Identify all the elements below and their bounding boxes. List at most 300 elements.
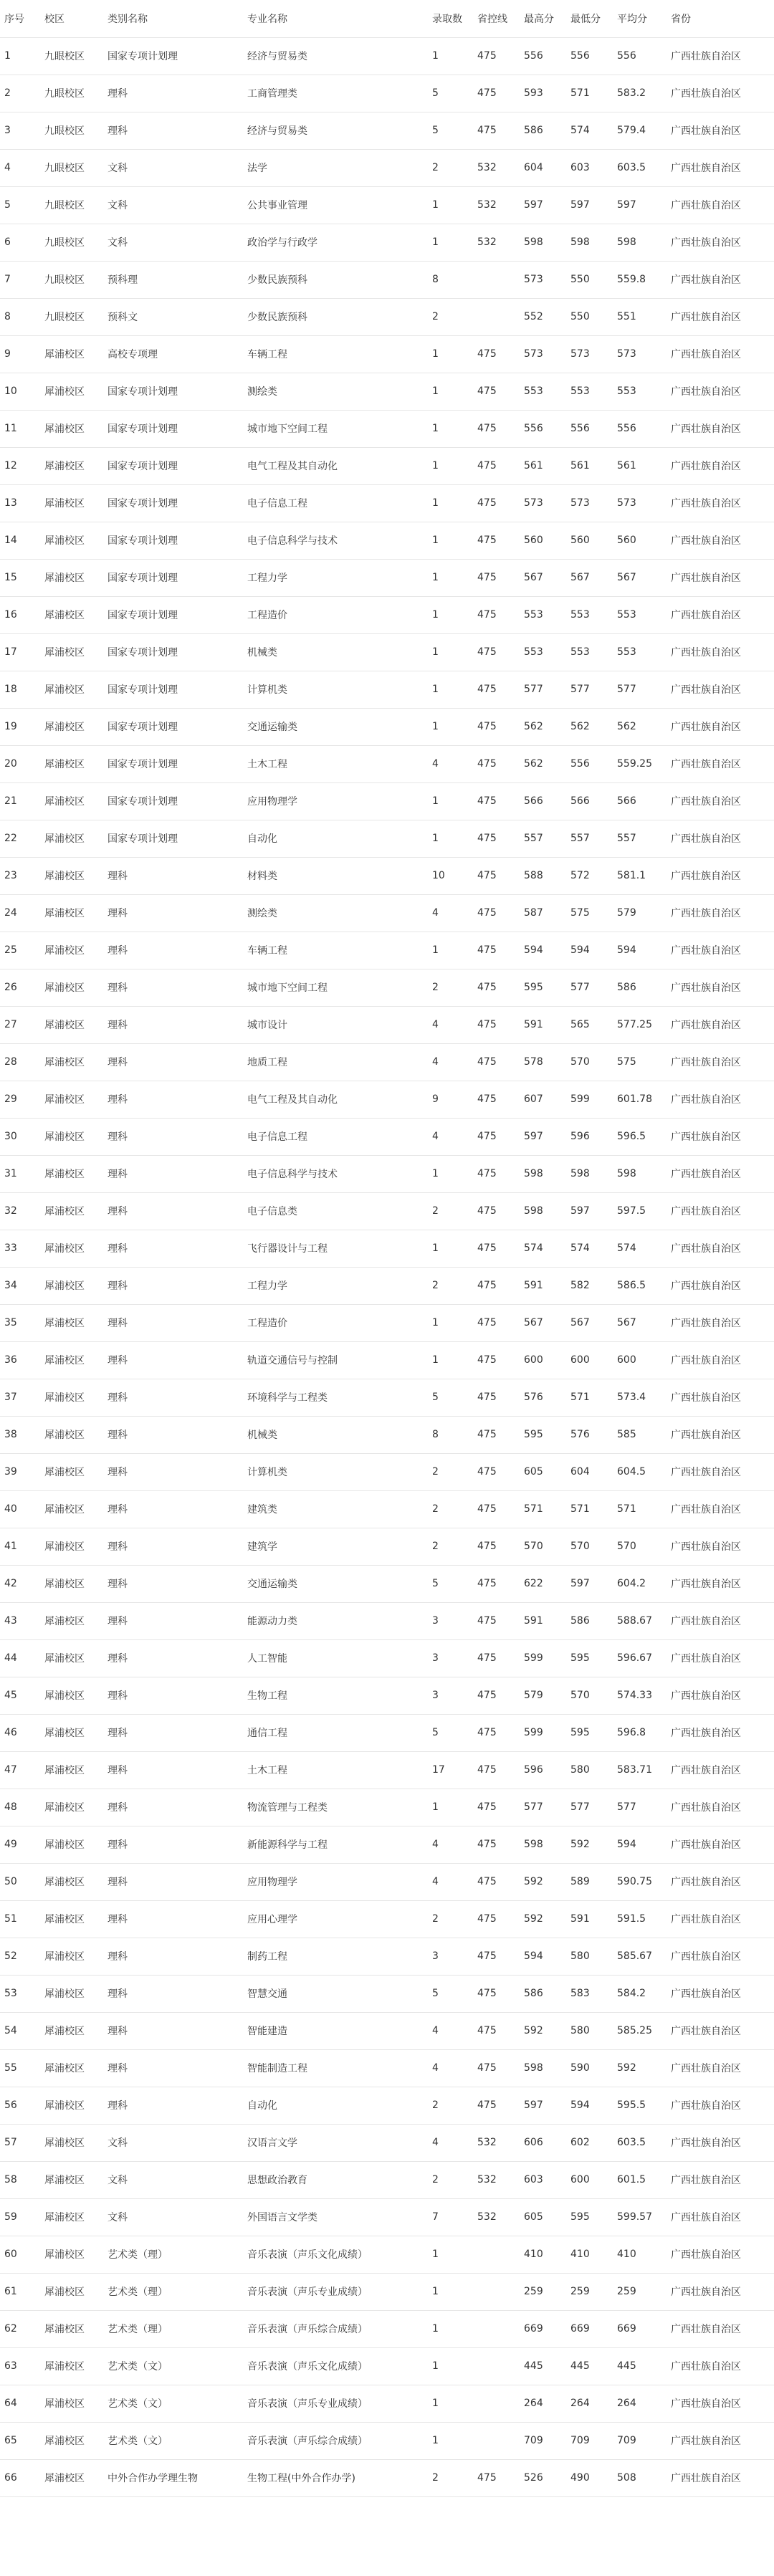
- cell-control-line: 475: [473, 1230, 520, 1267]
- cell-index: 57: [0, 2124, 40, 2161]
- table-row: [0, 1416, 774, 1453]
- cell-category: 文科: [103, 2161, 243, 2198]
- cell-campus: 犀浦校区: [40, 484, 103, 522]
- cell-campus: 犀浦校区: [40, 1267, 103, 1304]
- cell-index: 54: [0, 2012, 40, 2049]
- cell-category: 理科: [103, 1528, 243, 1565]
- table-row: [0, 969, 774, 1006]
- cell-major: 工商管理类: [243, 75, 428, 112]
- cell-max-score: 594: [520, 932, 566, 969]
- cell-major: 城市地下空间工程: [243, 969, 428, 1006]
- cell-max-score: 586: [520, 112, 566, 149]
- cell-avg-score: 577: [613, 671, 666, 708]
- cell-index: 37: [0, 1379, 40, 1416]
- cell-category: 理科: [103, 932, 243, 969]
- cell-index: 14: [0, 522, 40, 559]
- cell-control-line: 475: [473, 37, 520, 75]
- cell-control-line: 475: [473, 1789, 520, 1826]
- cell-control-line: 475: [473, 2049, 520, 2087]
- cell-min-score: 490: [566, 2459, 613, 2496]
- cell-index: 47: [0, 1751, 40, 1789]
- cell-major: 自动化: [243, 820, 428, 857]
- cell-campus: 犀浦校区: [40, 410, 103, 447]
- cell-max-score: 557: [520, 820, 566, 857]
- table-row: [0, 335, 774, 373]
- cell-category: 文科: [103, 2124, 243, 2161]
- cell-control-line: [473, 2385, 520, 2422]
- cell-category: 国家专项计划理: [103, 410, 243, 447]
- cell-province: 广西壮族自治区: [666, 149, 774, 186]
- cell-avg-score: 264: [613, 2385, 666, 2422]
- cell-control-line: 475: [473, 1043, 520, 1081]
- cell-avg-score: 579: [613, 894, 666, 932]
- cell-max-score: 553: [520, 373, 566, 410]
- cell-control-line: [473, 2236, 520, 2273]
- cell-province: 广西壮族自治区: [666, 2198, 774, 2236]
- cell-province: 广西壮族自治区: [666, 969, 774, 1006]
- cell-avg-score: 556: [613, 37, 666, 75]
- cell-province: 广西壮族自治区: [666, 484, 774, 522]
- cell-min-score: 445: [566, 2347, 613, 2385]
- cell-avg-score: 259: [613, 2273, 666, 2310]
- cell-campus: 九眼校区: [40, 149, 103, 186]
- cell-control-line: 475: [473, 1490, 520, 1528]
- cell-max-score: 597: [520, 1118, 566, 1155]
- header-cell: 录取数: [428, 0, 473, 37]
- cell-avg-score: 604.2: [613, 1565, 666, 1602]
- cell-min-score: 580: [566, 1751, 613, 1789]
- cell-index: 25: [0, 932, 40, 969]
- cell-category: 艺术类（文）: [103, 2347, 243, 2385]
- cell-admitted: 1: [428, 410, 473, 447]
- table-row: [0, 1826, 774, 1863]
- cell-major: 工程力学: [243, 1267, 428, 1304]
- cell-campus: 犀浦校区: [40, 1006, 103, 1043]
- cell-campus: 犀浦校区: [40, 2459, 103, 2496]
- cell-avg-score: 590.75: [613, 1863, 666, 1900]
- table-row: [0, 2049, 774, 2087]
- cell-min-score: 586: [566, 1602, 613, 1639]
- cell-min-score: 589: [566, 1863, 613, 1900]
- table-body: [0, 37, 774, 2496]
- cell-control-line: 475: [473, 969, 520, 1006]
- cell-control-line: [473, 2347, 520, 2385]
- cell-category: 艺术类（理）: [103, 2310, 243, 2347]
- cell-admitted: 5: [428, 75, 473, 112]
- cell-avg-score: 585.25: [613, 2012, 666, 2049]
- cell-control-line: 475: [473, 1900, 520, 1938]
- cell-category: 理科: [103, 2049, 243, 2087]
- cell-min-score: 590: [566, 2049, 613, 2087]
- cell-province: 广西壮族自治区: [666, 1714, 774, 1751]
- cell-avg-score: 579.4: [613, 112, 666, 149]
- cell-category: 理科: [103, 1826, 243, 1863]
- cell-major: 少数民族预科: [243, 261, 428, 298]
- cell-major: 音乐表演（声乐综合成绩）: [243, 2310, 428, 2347]
- cell-index: 48: [0, 1789, 40, 1826]
- cell-major: 新能源科学与工程: [243, 1826, 428, 1863]
- cell-avg-score: 603.5: [613, 149, 666, 186]
- cell-major: 应用心理学: [243, 1900, 428, 1938]
- cell-avg-score: 577: [613, 1789, 666, 1826]
- cell-control-line: 475: [473, 1602, 520, 1639]
- cell-category: 文科: [103, 224, 243, 261]
- cell-min-score: 550: [566, 261, 613, 298]
- cell-province: 广西壮族自治区: [666, 2273, 774, 2310]
- cell-max-score: 669: [520, 2310, 566, 2347]
- cell-max-score: 605: [520, 2198, 566, 2236]
- cell-avg-score: 591.5: [613, 1900, 666, 1938]
- cell-category: 理科: [103, 1714, 243, 1751]
- cell-campus: 九眼校区: [40, 298, 103, 335]
- cell-campus: 犀浦校区: [40, 1602, 103, 1639]
- cell-major: 音乐表演（声乐专业成绩）: [243, 2273, 428, 2310]
- cell-index: 61: [0, 2273, 40, 2310]
- cell-max-score: 576: [520, 1379, 566, 1416]
- cell-avg-score: 553: [613, 633, 666, 671]
- cell-province: 广西壮族自治区: [666, 1677, 774, 1714]
- cell-max-score: 591: [520, 1006, 566, 1043]
- cell-control-line: 475: [473, 1192, 520, 1230]
- header-cell: 类别名称: [103, 0, 243, 37]
- cell-admitted: 8: [428, 261, 473, 298]
- cell-province: 广西壮族自治区: [666, 2347, 774, 2385]
- cell-admitted: 1: [428, 335, 473, 373]
- cell-campus: 犀浦校区: [40, 745, 103, 782]
- cell-min-score: 577: [566, 671, 613, 708]
- cell-category: 国家专项计划理: [103, 671, 243, 708]
- cell-max-score: 567: [520, 559, 566, 596]
- cell-max-score: 561: [520, 447, 566, 484]
- cell-campus: 九眼校区: [40, 112, 103, 149]
- cell-control-line: 475: [473, 559, 520, 596]
- cell-province: 广西壮族自治区: [666, 633, 774, 671]
- cell-campus: 犀浦校区: [40, 1155, 103, 1192]
- cell-control-line: 475: [473, 1379, 520, 1416]
- cell-avg-score: 559.25: [613, 745, 666, 782]
- cell-min-score: 577: [566, 969, 613, 1006]
- cell-category: 理科: [103, 1118, 243, 1155]
- table-row: [0, 75, 774, 112]
- cell-major: 应用物理学: [243, 782, 428, 820]
- cell-max-score: 556: [520, 410, 566, 447]
- table-row: [0, 1565, 774, 1602]
- cell-category: 理科: [103, 1975, 243, 2012]
- cell-campus: 犀浦校区: [40, 894, 103, 932]
- cell-admitted: 2: [428, 1192, 473, 1230]
- cell-min-score: 553: [566, 373, 613, 410]
- cell-admitted: 4: [428, 745, 473, 782]
- cell-avg-score: 553: [613, 596, 666, 633]
- cell-campus: 犀浦校区: [40, 1714, 103, 1751]
- cell-index: 1: [0, 37, 40, 75]
- cell-max-score: 593: [520, 75, 566, 112]
- cell-campus: 犀浦校区: [40, 857, 103, 894]
- cell-major: 政治学与行政学: [243, 224, 428, 261]
- cell-admitted: 1: [428, 2347, 473, 2385]
- cell-admitted: 1: [428, 708, 473, 745]
- cell-index: 21: [0, 782, 40, 820]
- cell-index: 56: [0, 2087, 40, 2124]
- cell-index: 9: [0, 335, 40, 373]
- cell-control-line: 475: [473, 410, 520, 447]
- cell-index: 38: [0, 1416, 40, 1453]
- cell-max-score: 592: [520, 1863, 566, 1900]
- cell-province: 广西壮族自治区: [666, 1043, 774, 1081]
- cell-max-score: 598: [520, 1192, 566, 1230]
- cell-index: 64: [0, 2385, 40, 2422]
- cell-admitted: 1: [428, 2422, 473, 2459]
- table-row: [0, 633, 774, 671]
- cell-min-score: 594: [566, 932, 613, 969]
- cell-max-score: 556: [520, 37, 566, 75]
- cell-admitted: 5: [428, 1379, 473, 1416]
- cell-category: 艺术类（理）: [103, 2236, 243, 2273]
- cell-avg-score: 556: [613, 410, 666, 447]
- cell-admitted: 10: [428, 857, 473, 894]
- cell-campus: 犀浦校区: [40, 1751, 103, 1789]
- cell-campus: 犀浦校区: [40, 1416, 103, 1453]
- cell-min-score: 553: [566, 633, 613, 671]
- cell-province: 广西壮族自治区: [666, 857, 774, 894]
- cell-min-score: 594: [566, 2087, 613, 2124]
- cell-max-score: 599: [520, 1639, 566, 1677]
- cell-admitted: 1: [428, 37, 473, 75]
- cell-min-score: 598: [566, 1155, 613, 1192]
- cell-avg-score: 583.71: [613, 1751, 666, 1789]
- cell-campus: 九眼校区: [40, 186, 103, 224]
- cell-campus: 犀浦校区: [40, 2087, 103, 2124]
- cell-control-line: 475: [473, 2087, 520, 2124]
- cell-major: 建筑类: [243, 1490, 428, 1528]
- cell-avg-score: 562: [613, 708, 666, 745]
- cell-campus: 犀浦校区: [40, 447, 103, 484]
- cell-control-line: 475: [473, 782, 520, 820]
- cell-min-score: 556: [566, 37, 613, 75]
- cell-major: 智能制造工程: [243, 2049, 428, 2087]
- table-row: [0, 1528, 774, 1565]
- cell-major: 人工智能: [243, 1639, 428, 1677]
- cell-category: 理科: [103, 1789, 243, 1826]
- cell-max-score: 709: [520, 2422, 566, 2459]
- cell-min-score: 595: [566, 1714, 613, 1751]
- cell-major: 智能建造: [243, 2012, 428, 2049]
- cell-province: 广西壮族自治区: [666, 1081, 774, 1118]
- cell-major: 智慧交通: [243, 1975, 428, 2012]
- cell-admitted: 1: [428, 596, 473, 633]
- cell-max-score: 578: [520, 1043, 566, 1081]
- cell-major: 物流管理与工程类: [243, 1789, 428, 1826]
- cell-category: 理科: [103, 1081, 243, 1118]
- cell-max-score: 604: [520, 149, 566, 186]
- cell-control-line: 475: [473, 1453, 520, 1490]
- cell-province: 广西壮族自治区: [666, 1379, 774, 1416]
- cell-control-line: 475: [473, 112, 520, 149]
- cell-max-score: 573: [520, 261, 566, 298]
- cell-province: 广西壮族自治区: [666, 2459, 774, 2496]
- cell-province: 广西壮族自治区: [666, 224, 774, 261]
- cell-avg-score: 559.8: [613, 261, 666, 298]
- cell-min-score: 600: [566, 1341, 613, 1379]
- cell-admitted: 2: [428, 2161, 473, 2198]
- cell-admitted: 2: [428, 969, 473, 1006]
- cell-avg-score: 585: [613, 1416, 666, 1453]
- cell-category: 理科: [103, 2012, 243, 2049]
- cell-province: 广西壮族自治区: [666, 298, 774, 335]
- cell-min-score: 259: [566, 2273, 613, 2310]
- cell-min-score: 576: [566, 1416, 613, 1453]
- cell-avg-score: 566: [613, 782, 666, 820]
- cell-control-line: 475: [473, 1155, 520, 1192]
- cell-major: 飞行器设计与工程: [243, 1230, 428, 1267]
- cell-control-line: 475: [473, 932, 520, 969]
- cell-admitted: 1: [428, 820, 473, 857]
- cell-campus: 犀浦校区: [40, 2310, 103, 2347]
- cell-admitted: 2: [428, 2459, 473, 2496]
- cell-major: 汉语言文学: [243, 2124, 428, 2161]
- cell-admitted: 4: [428, 1118, 473, 1155]
- cell-category: 国家专项计划理: [103, 447, 243, 484]
- header-cell: 序号: [0, 0, 40, 37]
- cell-province: 广西壮族自治区: [666, 820, 774, 857]
- cell-avg-score: 594: [613, 932, 666, 969]
- cell-avg-score: 709: [613, 2422, 666, 2459]
- header-cell: 最低分: [566, 0, 613, 37]
- cell-min-score: 567: [566, 1304, 613, 1341]
- cell-major: 经济与贸易类: [243, 37, 428, 75]
- cell-province: 广西壮族自治区: [666, 1192, 774, 1230]
- cell-control-line: 475: [473, 447, 520, 484]
- cell-category: 理科: [103, 1602, 243, 1639]
- cell-province: 广西壮族自治区: [666, 2087, 774, 2124]
- cell-control-line: 475: [473, 1751, 520, 1789]
- cell-admitted: 4: [428, 1863, 473, 1900]
- cell-avg-score: 551: [613, 298, 666, 335]
- table-row: [0, 671, 774, 708]
- cell-category: 理科: [103, 112, 243, 149]
- cell-avg-score: 560: [613, 522, 666, 559]
- table-row: [0, 820, 774, 857]
- cell-max-score: 577: [520, 671, 566, 708]
- table-row: [0, 373, 774, 410]
- cell-category: 国家专项计划理: [103, 596, 243, 633]
- table-row: [0, 894, 774, 932]
- cell-max-score: 526: [520, 2459, 566, 2496]
- cell-min-score: 264: [566, 2385, 613, 2422]
- cell-max-score: 598: [520, 1155, 566, 1192]
- cell-major: 能源动力类: [243, 1602, 428, 1639]
- cell-min-score: 604: [566, 1453, 613, 1490]
- cell-index: 66: [0, 2459, 40, 2496]
- cell-province: 广西壮族自治区: [666, 2236, 774, 2273]
- cell-campus: 犀浦校区: [40, 1639, 103, 1677]
- cell-admitted: 1: [428, 186, 473, 224]
- cell-max-score: 562: [520, 708, 566, 745]
- cell-campus: 犀浦校区: [40, 671, 103, 708]
- cell-max-score: 597: [520, 2087, 566, 2124]
- cell-avg-score: 573: [613, 484, 666, 522]
- cell-category: 预科文: [103, 298, 243, 335]
- cell-max-score: 587: [520, 894, 566, 932]
- cell-min-score: 583: [566, 1975, 613, 2012]
- table-row: [0, 1006, 774, 1043]
- header-cell: 专业名称: [243, 0, 428, 37]
- cell-major: 材料类: [243, 857, 428, 894]
- cell-min-score: 573: [566, 335, 613, 373]
- cell-province: 广西壮族自治区: [666, 2049, 774, 2087]
- cell-index: 43: [0, 1602, 40, 1639]
- cell-avg-score: 561: [613, 447, 666, 484]
- cell-index: 11: [0, 410, 40, 447]
- cell-min-score: 596: [566, 1118, 613, 1155]
- cell-index: 63: [0, 2347, 40, 2385]
- cell-campus: 犀浦校区: [40, 708, 103, 745]
- cell-province: 广西壮族自治区: [666, 75, 774, 112]
- cell-category: 理科: [103, 1304, 243, 1341]
- cell-max-score: 588: [520, 857, 566, 894]
- cell-avg-score: 574.33: [613, 1677, 666, 1714]
- cell-campus: 犀浦校区: [40, 820, 103, 857]
- cell-campus: 犀浦校区: [40, 2236, 103, 2273]
- cell-index: 18: [0, 671, 40, 708]
- table-row: [0, 559, 774, 596]
- cell-category: 理科: [103, 1006, 243, 1043]
- cell-avg-score: 573: [613, 335, 666, 373]
- cell-control-line: 532: [473, 2161, 520, 2198]
- table-row: [0, 484, 774, 522]
- cell-campus: 犀浦校区: [40, 335, 103, 373]
- cell-major: 音乐表演（声乐综合成绩）: [243, 2422, 428, 2459]
- cell-province: 广西壮族自治区: [666, 335, 774, 373]
- cell-min-score: 571: [566, 75, 613, 112]
- cell-max-score: 598: [520, 2049, 566, 2087]
- cell-min-score: 571: [566, 1490, 613, 1528]
- cell-avg-score: 581.1: [613, 857, 666, 894]
- cell-major: 城市设计: [243, 1006, 428, 1043]
- cell-admitted: 4: [428, 1826, 473, 1863]
- cell-index: 22: [0, 820, 40, 857]
- cell-province: 广西壮族自治区: [666, 1006, 774, 1043]
- cell-campus: 九眼校区: [40, 75, 103, 112]
- cell-index: 49: [0, 1826, 40, 1863]
- cell-avg-score: 592: [613, 2049, 666, 2087]
- cell-max-score: 592: [520, 1900, 566, 1938]
- cell-campus: 犀浦校区: [40, 2161, 103, 2198]
- cell-max-score: 596: [520, 1751, 566, 1789]
- cell-index: 17: [0, 633, 40, 671]
- cell-min-score: 556: [566, 410, 613, 447]
- cell-index: 27: [0, 1006, 40, 1043]
- cell-index: 65: [0, 2422, 40, 2459]
- cell-control-line: 475: [473, 1304, 520, 1341]
- cell-major: 电子信息类: [243, 1192, 428, 1230]
- cell-control-line: 475: [473, 1341, 520, 1379]
- cell-control-line: 475: [473, 1639, 520, 1677]
- cell-major: 建筑学: [243, 1528, 428, 1565]
- cell-control-line: 475: [473, 373, 520, 410]
- cell-index: 6: [0, 224, 40, 261]
- cell-category: 国家专项计划理: [103, 745, 243, 782]
- table-row: [0, 1938, 774, 1975]
- cell-max-score: 571: [520, 1490, 566, 1528]
- cell-province: 广西壮族自治区: [666, 1341, 774, 1379]
- cell-control-line: 475: [473, 335, 520, 373]
- cell-province: 广西壮族自治区: [666, 1453, 774, 1490]
- table-row: [0, 1863, 774, 1900]
- table-row: [0, 149, 774, 186]
- cell-min-score: 577: [566, 1789, 613, 1826]
- cell-index: 32: [0, 1192, 40, 1230]
